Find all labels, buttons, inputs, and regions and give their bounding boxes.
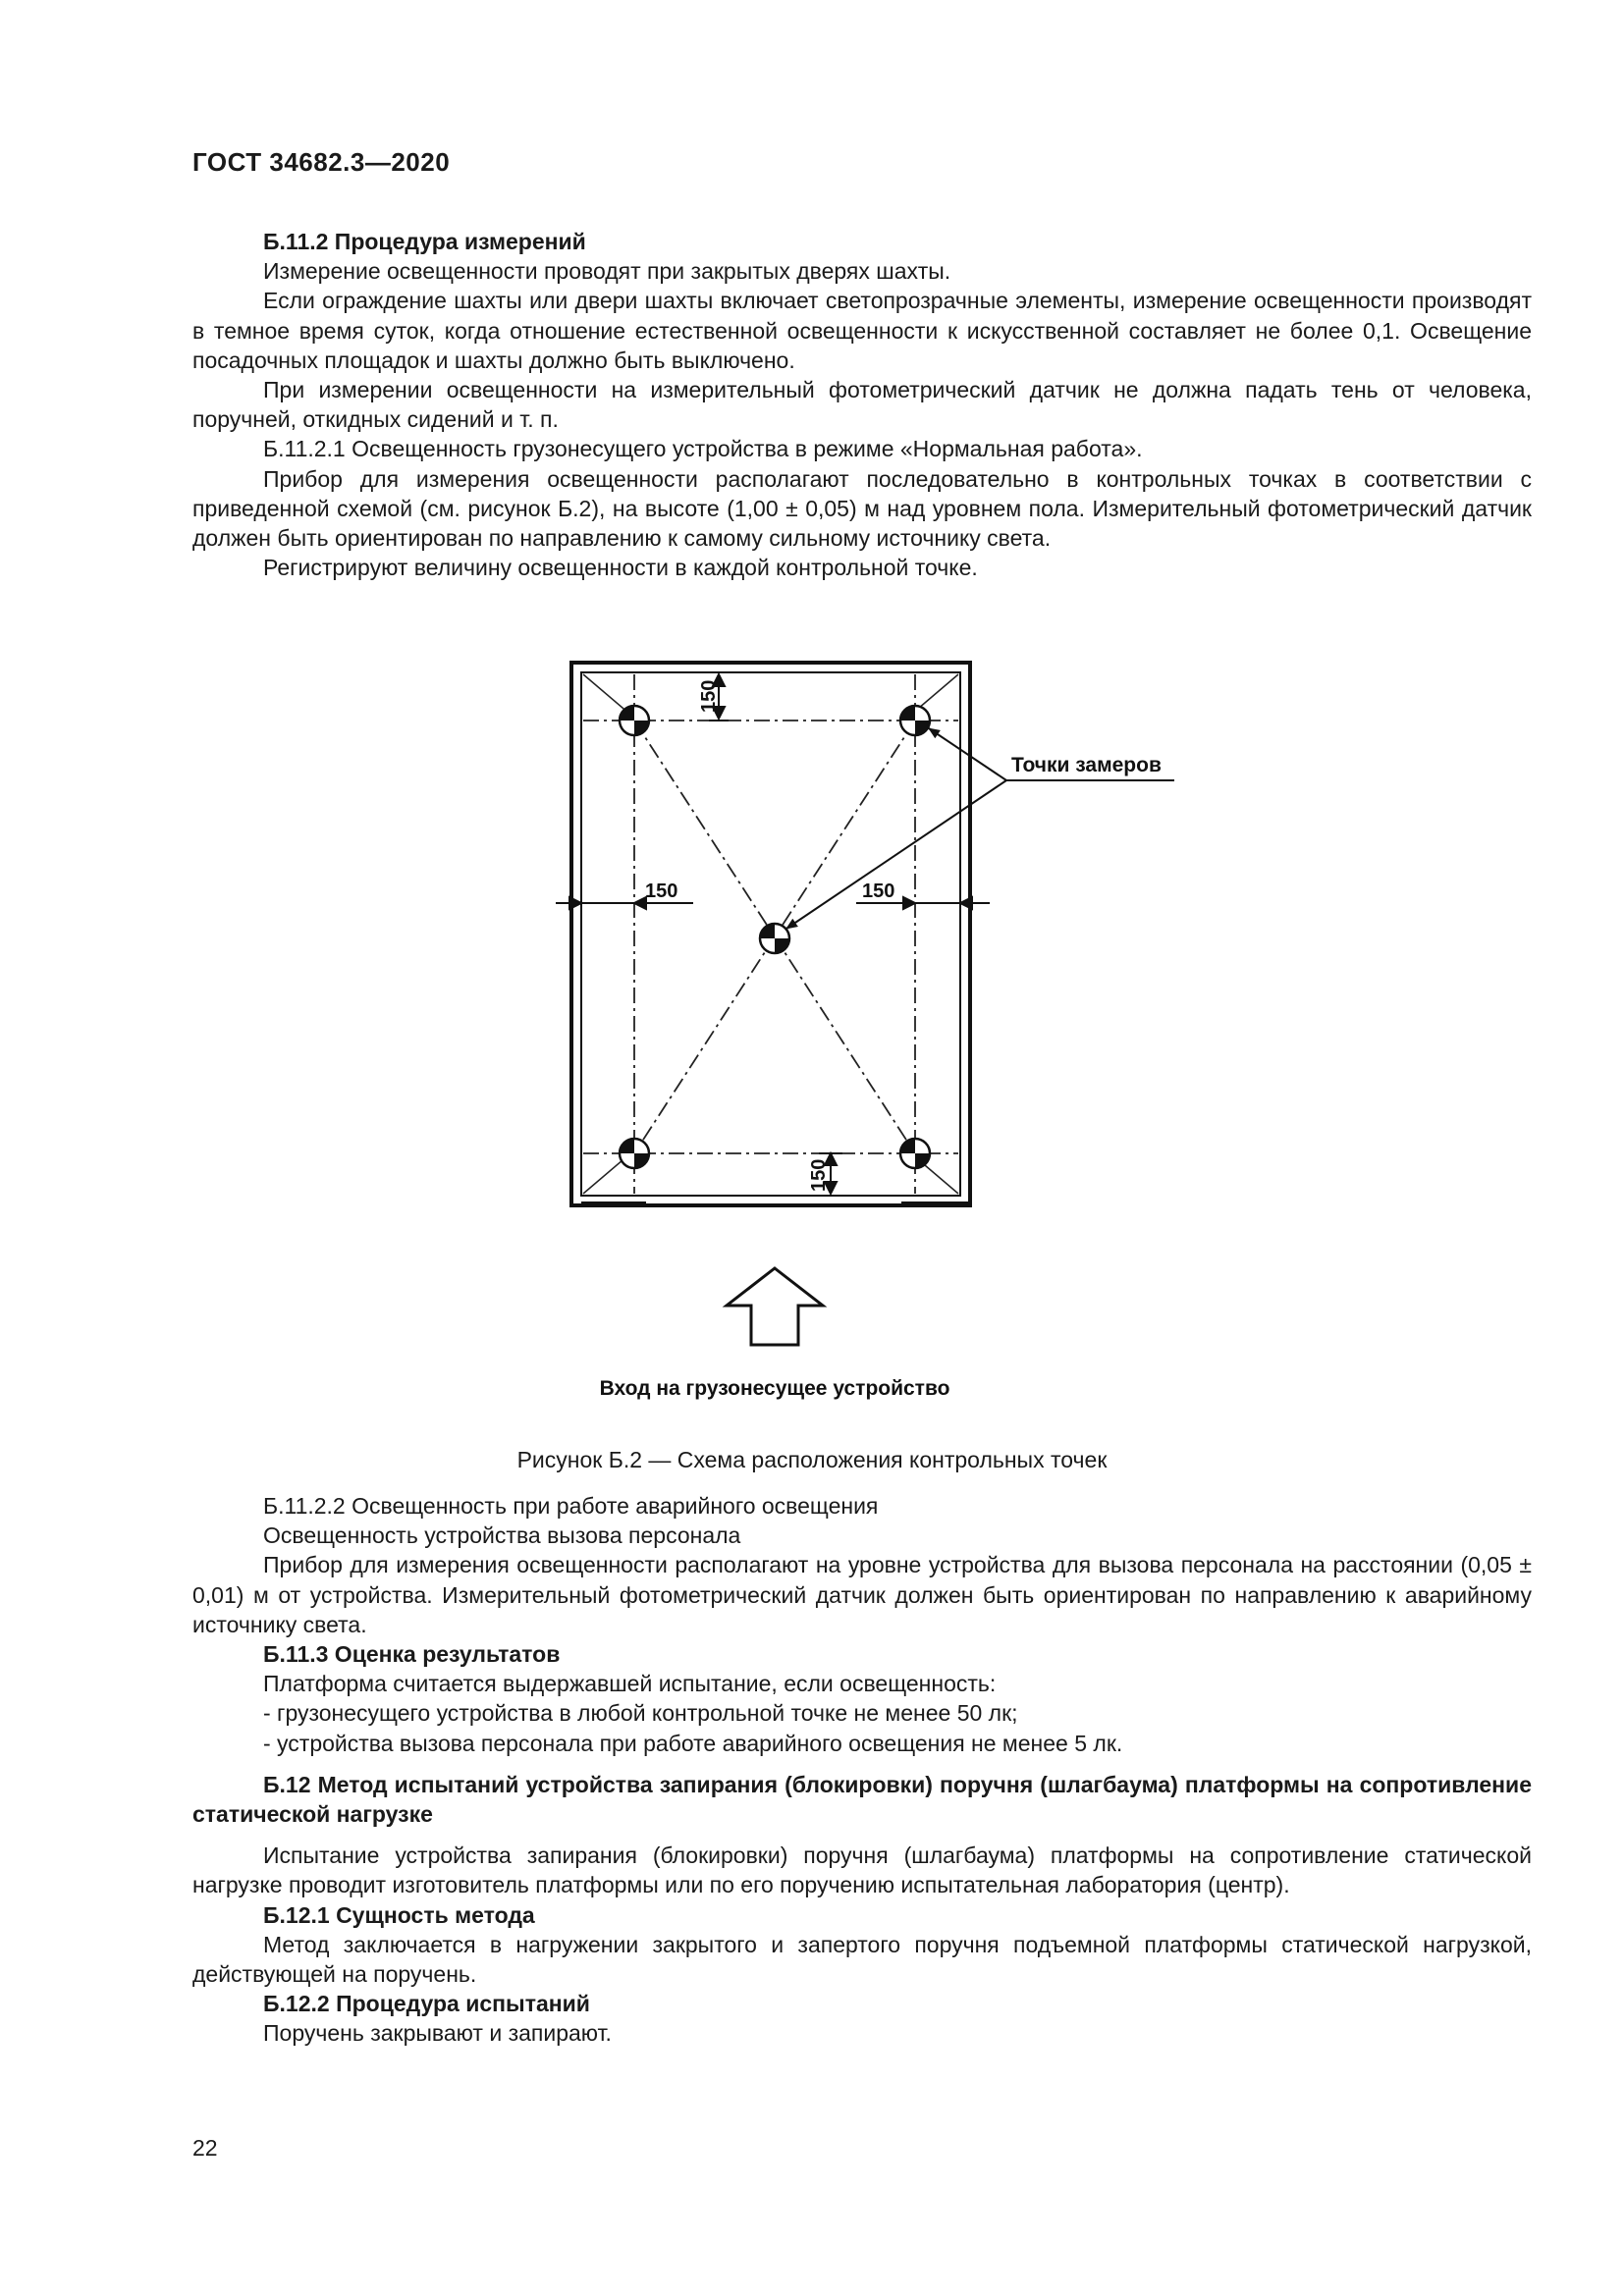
page-number: 22 bbox=[192, 2135, 218, 2161]
entrance-arrow-icon bbox=[727, 1268, 823, 1345]
sections-lower bbox=[192, 1491, 1532, 2049]
section-heading: Б.12.2 Процедура испытаний bbox=[263, 1991, 590, 2017]
paragraph: Б.11.2.1 Освещенность грузонесущего устройства в режиме «Нормальная работа». bbox=[263, 436, 1143, 462]
list-item: - грузонесущего устройства в любой контрольной точке не менее 50 лк; bbox=[263, 1700, 1018, 1727]
paragraph: Освещенность устройства вызова персонала bbox=[263, 1522, 741, 1549]
measurement-points bbox=[620, 706, 930, 1168]
figure-caption: Рисунок Б.2 — Схема расположения контрольных точек bbox=[516, 1447, 1108, 1472]
entrance-label: Вход на грузонесущее устройство bbox=[599, 1377, 950, 1400]
point-marker bbox=[900, 706, 930, 735]
dim-label-right: 150 bbox=[862, 881, 895, 902]
paragraph: Платформа считается выдержавшей испытание, если освещенность: bbox=[263, 1671, 997, 1697]
label-measurement-points: Точки замеров bbox=[1011, 754, 1162, 776]
section-heading: Б.12 Метод испытаний устройства запирания (блокировки) поручня (шлагбаума) платформы на сопротивление статической нагрузке bbox=[192, 1771, 1532, 1828]
paragraph: Прибор для измерения освещенности располагают на уровне устройства для вызова персонала на расстоянии (0,05 ± 0,01) м от устройства. Измерительный фотометрический датчик должен быть ориентирован по направлению к аварийному источнику света. bbox=[192, 1552, 1532, 1637]
paragraph: Испытание устройства запирания (блокировки) поручня (шлагбаума) платформы на сопротивление статической нагрузке проводит изготовитель платформы или по его поручению испытательная лаборатория (центр). bbox=[192, 1842, 1532, 1898]
dim-label-top: 150 bbox=[698, 679, 720, 713]
dim-label-left: 150 bbox=[645, 881, 678, 902]
paragraph: Б.11.2.2 Освещенность при работе аварийного освещения bbox=[263, 1493, 879, 1519]
section-heading: Б.11.2 Процедура измерений bbox=[263, 229, 586, 254]
point-marker bbox=[620, 1139, 649, 1168]
point-marker bbox=[900, 1139, 930, 1168]
dim-label-bottom: 150 bbox=[808, 1158, 830, 1192]
section-heading: Б.11.3 Оценка результатов bbox=[263, 1641, 561, 1668]
section-heading: Б.12.1 Сущность метода bbox=[263, 1901, 535, 1928]
paragraph: При измерении освещенности на измерительный фотометрический датчик не должна падать тень от человека, поручней, откидных сидений и т. п. bbox=[192, 377, 1532, 433]
paragraph: Поручень закрывают и запирают. bbox=[263, 2020, 612, 2047]
paragraph: Если ограждение шахты или двери шахты включает светопрозрачные элементы, измерение освещенности производят в темное время суток, когда отношение естественной освещенности к искусственной составляет не более 0,1. Освещение посадочных площадок и шахты должно быть выключено. bbox=[192, 288, 1532, 373]
document-header: ГОСТ 34682.3—2020 bbox=[192, 147, 451, 177]
point-marker bbox=[760, 924, 789, 953]
paragraph: Метод заключается в нагружении закрытого и запертого поручня подъемной платформы статической нагрузкой, действующей на поручень. bbox=[192, 1931, 1532, 1988]
list-item: - устройства вызова персонала при работе аварийного освещения не менее 5 лк. bbox=[263, 1730, 1123, 1756]
paragraph: Регистрируют величину освещенности в каждой контрольной точке. bbox=[263, 555, 978, 581]
paragraph: Прибор для измерения освещенности располагают последовательно в контрольных точках в соответствии с приведенной схемой (см. рисунок Б.2), на высоте (1,00 ± 0,05) м над уровнем пола. Измерительный фотометрический датчик должен быть ориентирован по направлению к самому сильному источнику света. bbox=[192, 465, 1532, 552]
paragraph: Измерение освещенности проводят при закрытых дверях шахты. bbox=[263, 258, 951, 285]
point-marker bbox=[620, 706, 649, 735]
